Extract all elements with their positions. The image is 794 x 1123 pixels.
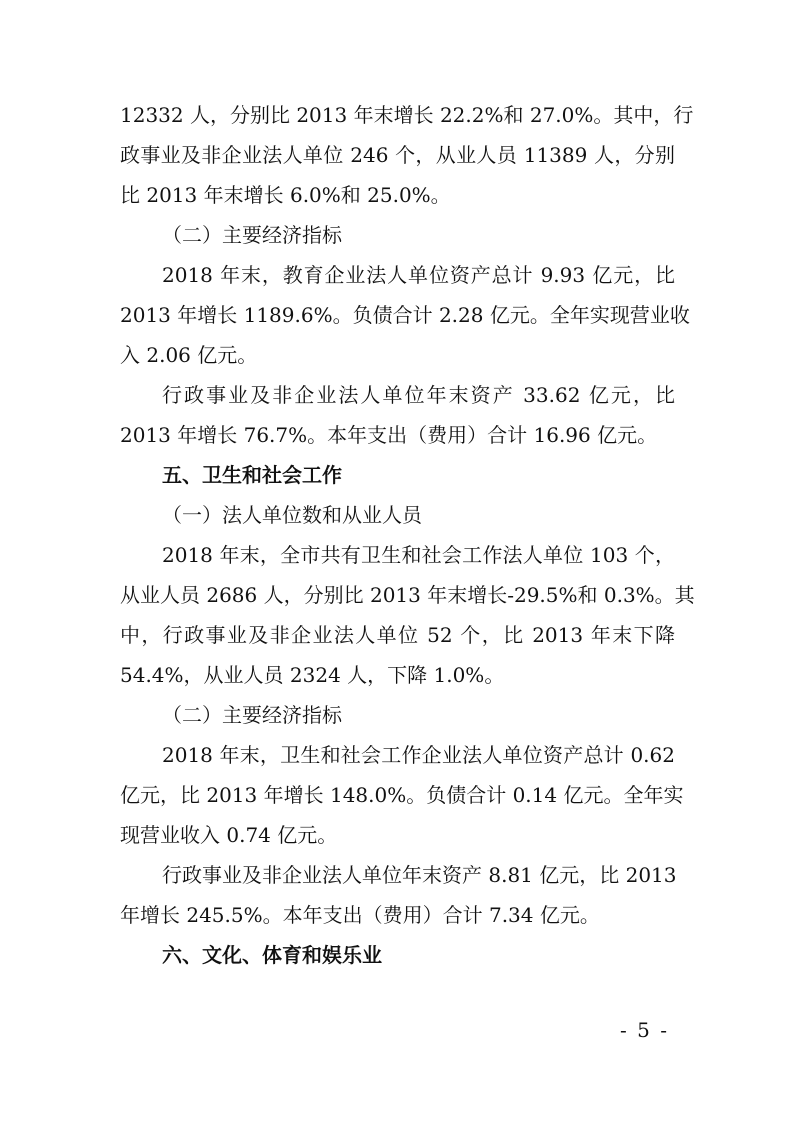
text-line: 54.4%，从业人员 2324 人，下降 1.0%。 [120,663,505,687]
page-number: - 5 - [620,1018,669,1042]
text-line: 2018 年末，卫生和社会工作企业法人单位资产总计 0.62 [162,743,675,767]
paragraph-education-enterprise-assets [120,255,690,375]
paragraph-health-admin-assets [120,855,675,935]
paragraph-education-units-cont [120,95,694,215]
text-line: 2013 年增长 76.7%。本年支出（费用）合计 16.96 亿元。 [120,423,658,447]
text-line: 中，行政事业及非企业法人单位 52 个，比 2013 年末下降 [120,623,675,647]
subheading-text: （一）法人单位数和从业人员 [162,503,422,527]
text-line: 从业人员 2686 人，分别比 2013 年末增长-29.5%和 0.3%。其 [120,583,695,607]
text-line: 行政事业及非企业法人单位年末资产 33.62 亿元，比 [162,383,675,407]
subheading-health-units-employees [120,495,675,535]
text-line: 现营业收入 0.74 亿元。 [120,823,338,847]
subheading-text: （二）主要经济指标 [162,223,342,247]
text-line: 2018 年末，全市共有卫生和社会工作法人单位 103 个， [162,543,675,567]
text-line: 2018 年末，教育企业法人单位资产总计 9.93 亿元，比 [162,263,675,287]
text-line: 入 2.06 亿元。 [120,343,258,367]
section-heading-culture-sports [120,935,675,975]
paragraph-health-enterprise-assets [120,735,684,855]
paragraph-education-admin-assets [120,375,675,455]
heading-text: 五、卫生和社会工作 [162,463,342,487]
subheading-text: （二）主要经济指标 [162,703,342,727]
document-page [120,95,695,975]
text-line: 亿元，比 2013 年增长 148.0%。负债合计 0.14 亿元。全年实 [120,783,684,807]
subheading-education-economic-indicators [120,215,675,255]
section-heading-health-social-work [120,455,675,495]
text-line: 年增长 245.5%。本年支出（费用）合计 7.34 亿元。 [120,903,600,927]
text-line: 比 2013 年末增长 6.0%和 25.0%。 [120,183,451,207]
text-line: 政事业及非企业法人单位 246 个，从业人员 11389 人，分别 [120,143,675,167]
text-line: 行政事业及非企业法人单位年末资产 8.81 亿元，比 2013 [162,863,677,887]
paragraph-health-units [120,535,695,695]
text-line: 2013 年增长 1189.6%。负债合计 2.28 亿元。全年实现营业收 [120,303,690,327]
subheading-health-economic-indicators [120,695,675,735]
heading-text: 六、文化、体育和娱乐业 [162,943,382,967]
text-line: 12332 人，分别比 2013 年末增长 22.2%和 27.0%。其中，行 [120,103,694,127]
